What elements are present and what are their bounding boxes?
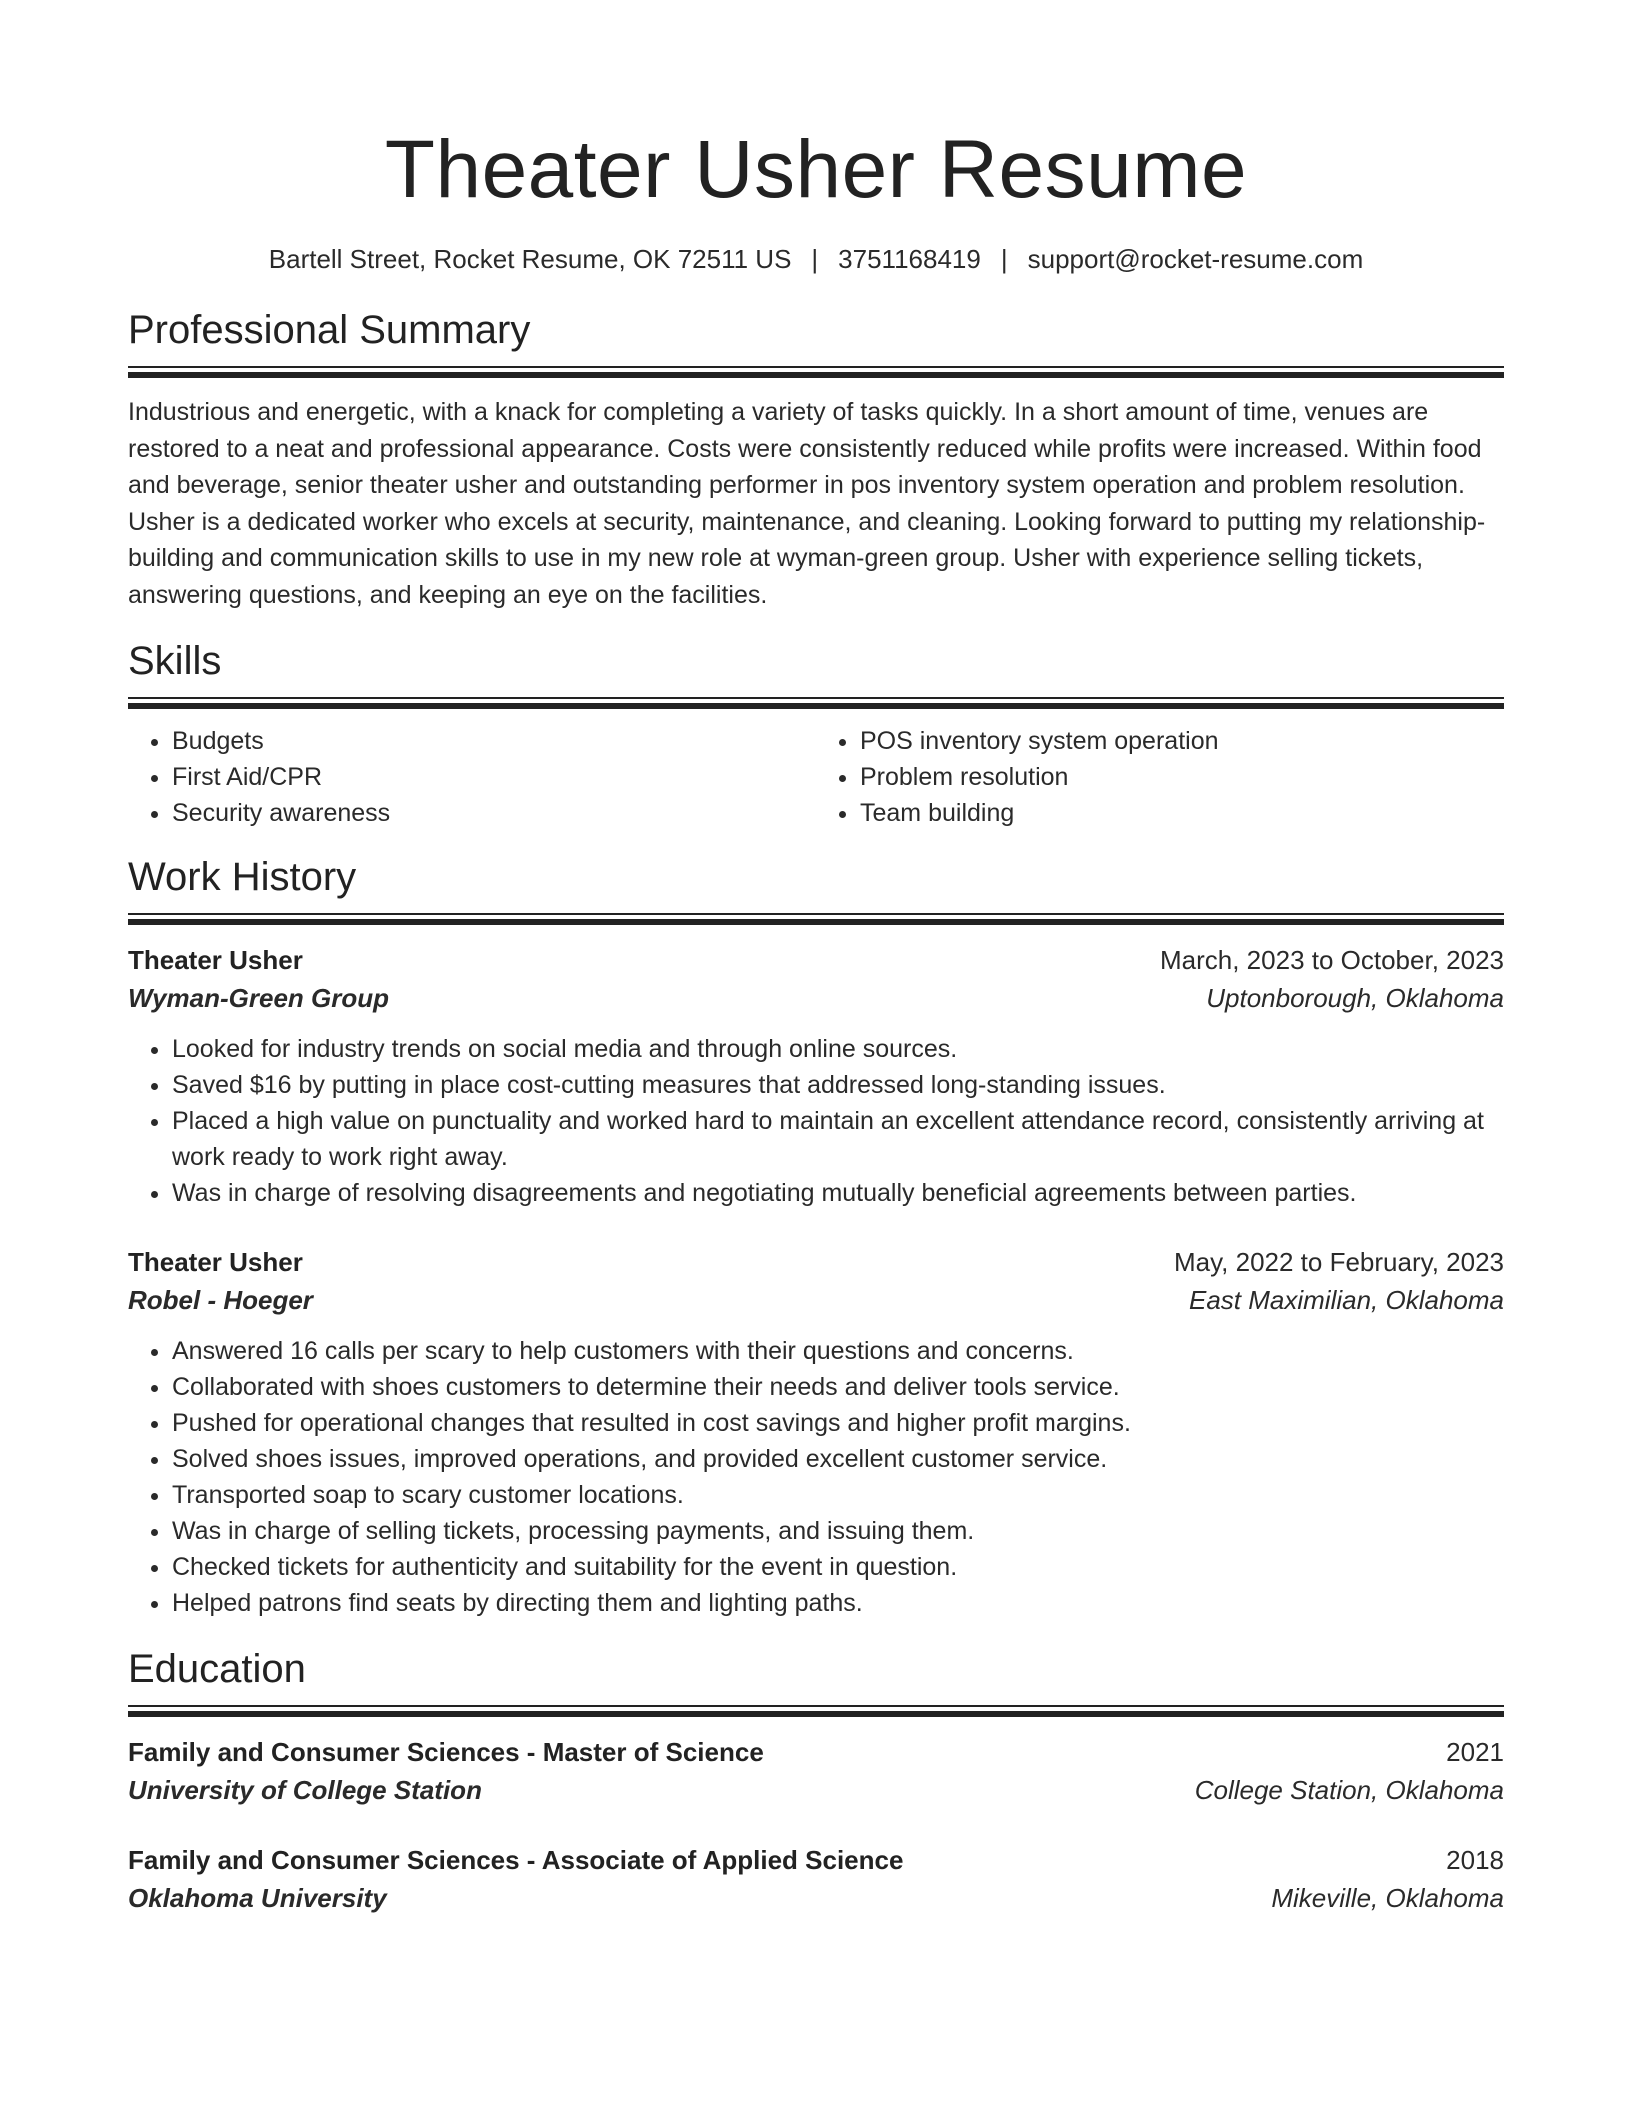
job-company-row: [128, 979, 1504, 1017]
section-heading-skills: Skills: [128, 639, 222, 683]
contact-phone: 3751168419: [838, 244, 981, 274]
job-company: Robel - Hoeger: [128, 1285, 313, 1315]
job-bullet: • Collaborated with shoes customers to determine their needs and deliver tools service.: [172, 1369, 1504, 1405]
skills-list-left: [128, 723, 816, 831]
section-divider: [128, 1705, 1504, 1717]
section-heading-summary: Professional Summary: [128, 308, 531, 352]
contact-address: Bartell Street, Rocket Resume, OK 72511 US: [268, 244, 792, 274]
section-heading-education: Education: [128, 1647, 306, 1691]
job-bullet: • Saved $16 by putting in place cost-cutting measures that addressed long-standing issues.: [172, 1067, 1504, 1103]
contact-line: [128, 242, 1504, 276]
skill-item: • Team building: [860, 795, 1504, 831]
education-header-row: [128, 1733, 1504, 1771]
skill-item: • Security awareness: [172, 795, 816, 831]
job-title: Theater Usher: [128, 945, 303, 975]
section-divider: [128, 913, 1504, 925]
skills-columns: [128, 723, 1504, 831]
job-header-row: [128, 1243, 1504, 1281]
education-school-row: [128, 1771, 1504, 1809]
job-location: East Maximilian, Oklahoma: [1189, 1285, 1504, 1315]
summary-section: [128, 306, 1504, 613]
section-divider: [128, 697, 1504, 709]
skill-item: • Budgets: [172, 723, 816, 759]
education-school: Oklahoma University: [128, 1883, 387, 1913]
resume-title: Theater Usher Resume: [384, 124, 1248, 215]
education-degree: Family and Consumer Sciences - Master of Science: [128, 1737, 764, 1767]
education-school: University of College Station: [128, 1775, 482, 1805]
education-school-row: [128, 1879, 1504, 1917]
job-bullet: • Placed a high value on punctuality and worked hard to maintain an excellent attendance record, consistently arriving at work ready to work right away.: [172, 1103, 1504, 1175]
job-bullet: • Pushed for operational changes that resulted in cost savings and higher profit margins.: [172, 1405, 1504, 1441]
section-heading-work-history: Work History: [128, 855, 357, 899]
job-bullet: • Checked tickets for authenticity and suitability for the event in question.: [172, 1549, 1504, 1585]
section-divider: [128, 366, 1504, 378]
education-section: [128, 1645, 1504, 1917]
job-bullet: • Was in charge of resolving disagreements and negotiating mutually beneficial agreements between parties.: [172, 1175, 1504, 1211]
job-bullet: • Transported soap to scary customer locations.: [172, 1477, 1504, 1513]
job-entry: [128, 941, 1504, 1211]
job-bullet-list: [128, 1333, 1504, 1621]
education-entry: [128, 1733, 1504, 1809]
contact-separator: |: [1000, 244, 1008, 274]
job-entry: [128, 1243, 1504, 1621]
job-bullet: • Answered 16 calls per scary to help customers with their questions and concerns.: [172, 1333, 1504, 1369]
job-location: Uptonborough, Oklahoma: [1206, 983, 1504, 1013]
skill-item: • POS inventory system operation: [860, 723, 1504, 759]
job-bullet: • Looked for industry trends on social media and through online sources.: [172, 1031, 1504, 1067]
job-dates: May, 2022 to February, 2023: [1173, 1247, 1504, 1277]
skills-section: [128, 637, 1504, 831]
work-history-section: [128, 853, 1504, 1621]
job-bullet-list: [128, 1031, 1504, 1211]
job-dates: March, 2023 to October, 2023: [1160, 945, 1504, 975]
job-bullet: • Was in charge of selling tickets, processing payments, and issuing them.: [172, 1513, 1504, 1549]
job-company-row: [128, 1281, 1504, 1319]
summary-text: Industrious and energetic, with a knack for completing a variety of tasks quickly. In a short amount of time, venues are restored to a neat and professional appearance. Costs were consistently reduced while profits were increased. Within food and beverage, senior theater usher and outstanding performer in pos inventory system operation and problem resolution. Usher is a dedicated worker who excels at security, maintenance, and cleaning. Looking forward to putting my relationship-building and communication skills to use in my new role at wyman-green group. Usher with experience selling tickets, answering questions, and keeping an eye on the facilities.: [128, 398, 1486, 609]
contact-separator: |: [811, 244, 819, 274]
skills-list-right: [816, 723, 1504, 831]
job-header-row: [128, 941, 1504, 979]
job-bullet: • Solved shoes issues, improved operations, and provided excellent customer service.: [172, 1441, 1504, 1477]
contact-email[interactable]: support@rocket-resume.com: [1027, 244, 1364, 274]
education-location: College Station, Oklahoma: [1194, 1775, 1504, 1805]
education-year: 2018: [1446, 1845, 1504, 1875]
job-bullet: • Helped patrons find seats by directing them and lighting paths.: [172, 1585, 1504, 1621]
education-location: Mikeville, Oklahoma: [1271, 1883, 1504, 1913]
job-title: Theater Usher: [128, 1247, 303, 1277]
education-entry: [128, 1841, 1504, 1917]
education-degree: Family and Consumer Sciences - Associate of Applied Science: [128, 1845, 904, 1875]
education-header-row: [128, 1841, 1504, 1879]
job-company: Wyman-Green Group: [128, 983, 390, 1013]
skill-item: • Problem resolution: [860, 759, 1504, 795]
education-year: 2021: [1446, 1737, 1504, 1767]
skill-item: • First Aid/CPR: [172, 759, 816, 795]
